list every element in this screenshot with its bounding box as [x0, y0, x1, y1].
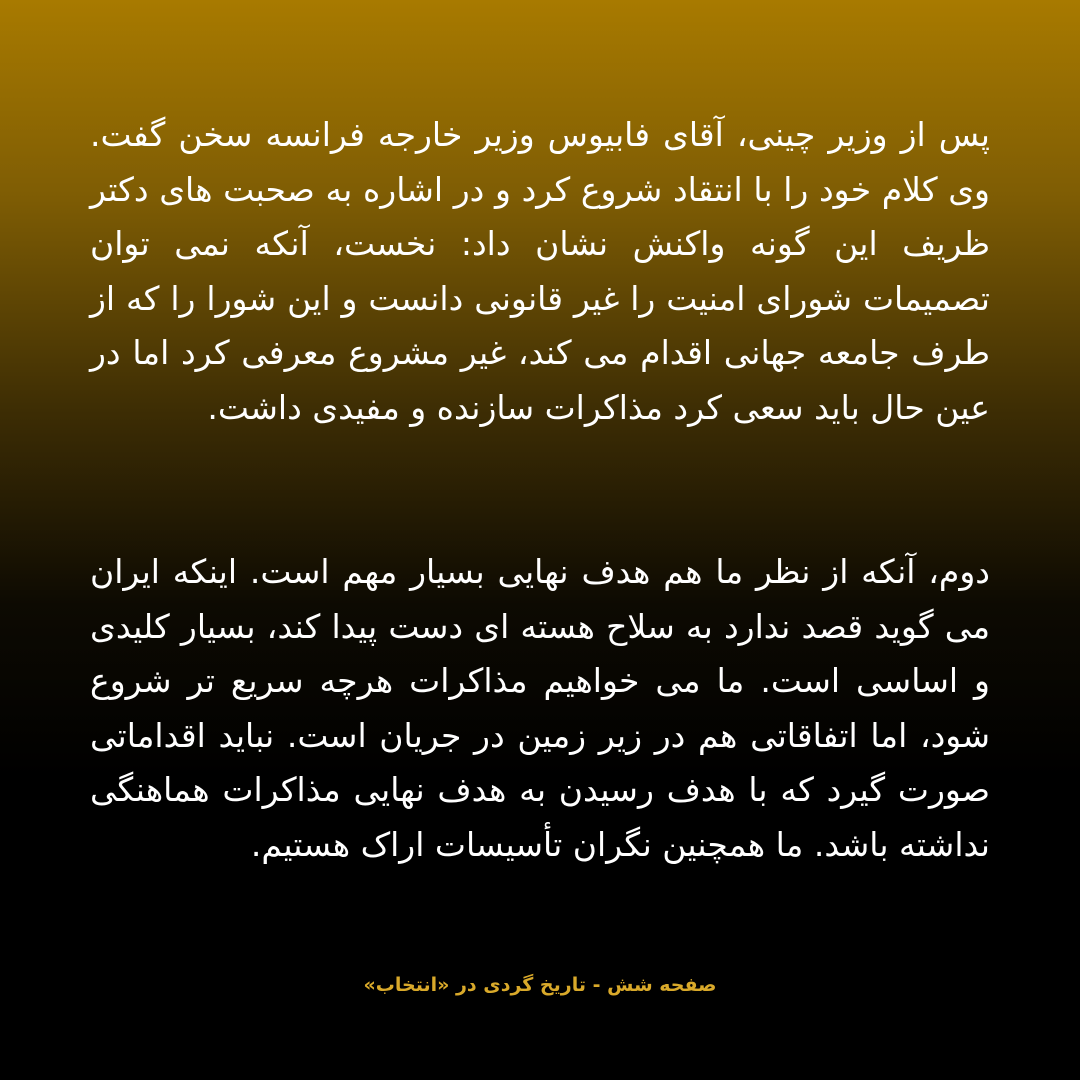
paragraph-first: پس از وزیر چینی، آقای فابیوس وزیر خارجه فرانسه سخن گفت. وی کلام خود را با انتقاد شروع کرد و در اشاره به صحبت های دکتر ظریف این گونه واکنش نشان داد: نخست، آنکه نمی توان تصمیمات شورای امنیت را غیر قانونی دانست و این شورا را که از طرف جامعه جهانی اقدام می کند، غیر مشروع معرفی کرد اما در عین حال باید سعی کرد مذاکرات سازنده و مفیدی داشت. [90, 115, 990, 427]
paragraph-second: دوم، آنکه از نظر ما هم هدف نهایی بسیار مهم است. اینکه ایران می گوید قصد ندارد به سلاح هسته ای دست پیدا کند، بسیار کلیدی و اساسی است. ما می خواهیم مذاکرات هرچه سریع تر شروع شود، اما اتفاقاتی هم در زیر زمین در جریان است. نباید اقداماتی صورت گیرد که با هدف رسیدن به هدف نهایی مذاکرات هماهنگی نداشته باشد. ما همچنین نگران تأسیسات اراک هستیم. [90, 552, 990, 864]
page-footer: صفحه شش - تاریخ گردی در «انتخاب» [363, 974, 717, 996]
